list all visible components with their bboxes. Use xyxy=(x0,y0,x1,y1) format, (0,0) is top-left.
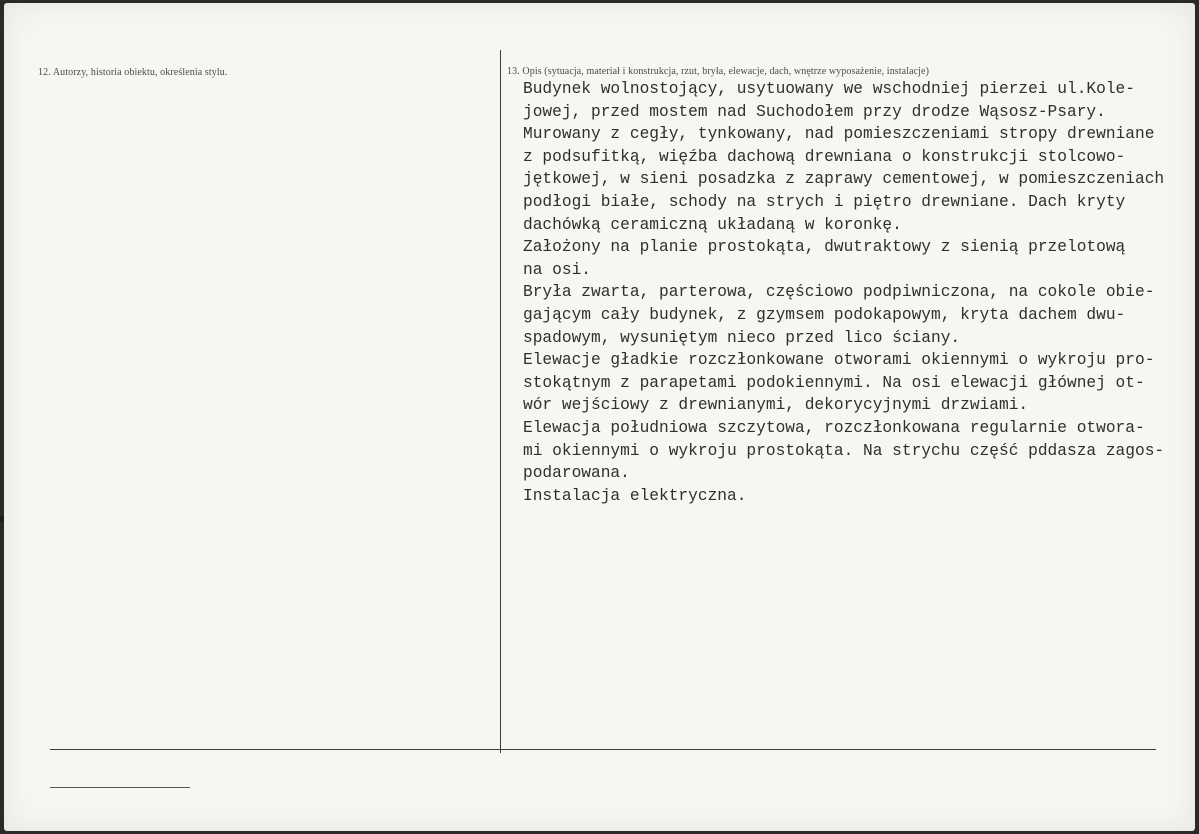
description-line: podłogi białe, schody na strych i piętro drewniane. Dach kryty xyxy=(523,192,1126,211)
description-line: spadowym, wysuniętym nieco przed lico ściany. xyxy=(523,328,961,347)
description-line: na osi. xyxy=(523,260,591,279)
description-line: Bryła zwarta, parterowa, częściowo podpiwniczona, na cokole obie- xyxy=(523,283,1155,302)
description-line: jowej, przed mostem nad Suchodołem przy drodze Wąsosz-Psary. xyxy=(523,102,1106,121)
field-13-description xyxy=(523,78,1195,507)
description-line: Budynek wolnostojący, usytuowany we wschodniej pierzei ul.Kole- xyxy=(523,80,1135,98)
description-line: Elewacja południowa szczytowa, rozczłonkowana regularnie otwora- xyxy=(523,418,1145,437)
description-line: stokątnym z parapetami podokiennymi. Na osi elewacji głównej ot- xyxy=(523,373,1145,392)
scan-edge-mark xyxy=(0,516,4,522)
description-line: dachówką ceramiczną układaną w koronkę. xyxy=(523,215,902,234)
description-line: jętkowej, w sieni posadzka z zaprawy cementowej, w pomieszczeniach xyxy=(523,170,1165,189)
description-line: podarowana. xyxy=(523,464,630,483)
description-line: Elewacje gładkie rozczłonkowane otworami okiennymi o wykroju pro- xyxy=(523,351,1155,370)
field-12-label: 12. Autorzy, historia obiektu, określenia stylu. xyxy=(38,67,228,78)
description-line: gającym cały budynek, z gzymsem podokapowym, kryta dachem dwu- xyxy=(523,305,1126,324)
column-divider xyxy=(500,50,501,753)
field-13-label: 13. Opis (sytuacja, materiał i konstrukcja, rzut, bryła, elewacje, dach, wnętrze wyposażenie, instalacje) xyxy=(507,66,929,77)
description-line: Murowany z cegły, tynkowany, nad pomieszczeniami stropy drewniane xyxy=(523,125,1155,144)
description-line: mi okiennymi o wykroju prostokąta. Na strychu część pddasza zagos- xyxy=(523,441,1165,460)
description-line: Instalacja elektryczna. xyxy=(523,486,747,505)
section-bottom-rule xyxy=(50,749,1156,750)
form-sheet xyxy=(4,3,1195,831)
description-line: wór wejściowy z drewnianymi, dekorycyjnymi drzwiami. xyxy=(523,396,1029,415)
description-line: z podsufitką, więźba dachową drewniana o konstrukcji stolcowo- xyxy=(523,147,1126,166)
footer-short-rule xyxy=(50,787,190,788)
description-line: Założony na planie prostokąta, dwutraktowy z sienią przelotową xyxy=(523,238,1126,257)
